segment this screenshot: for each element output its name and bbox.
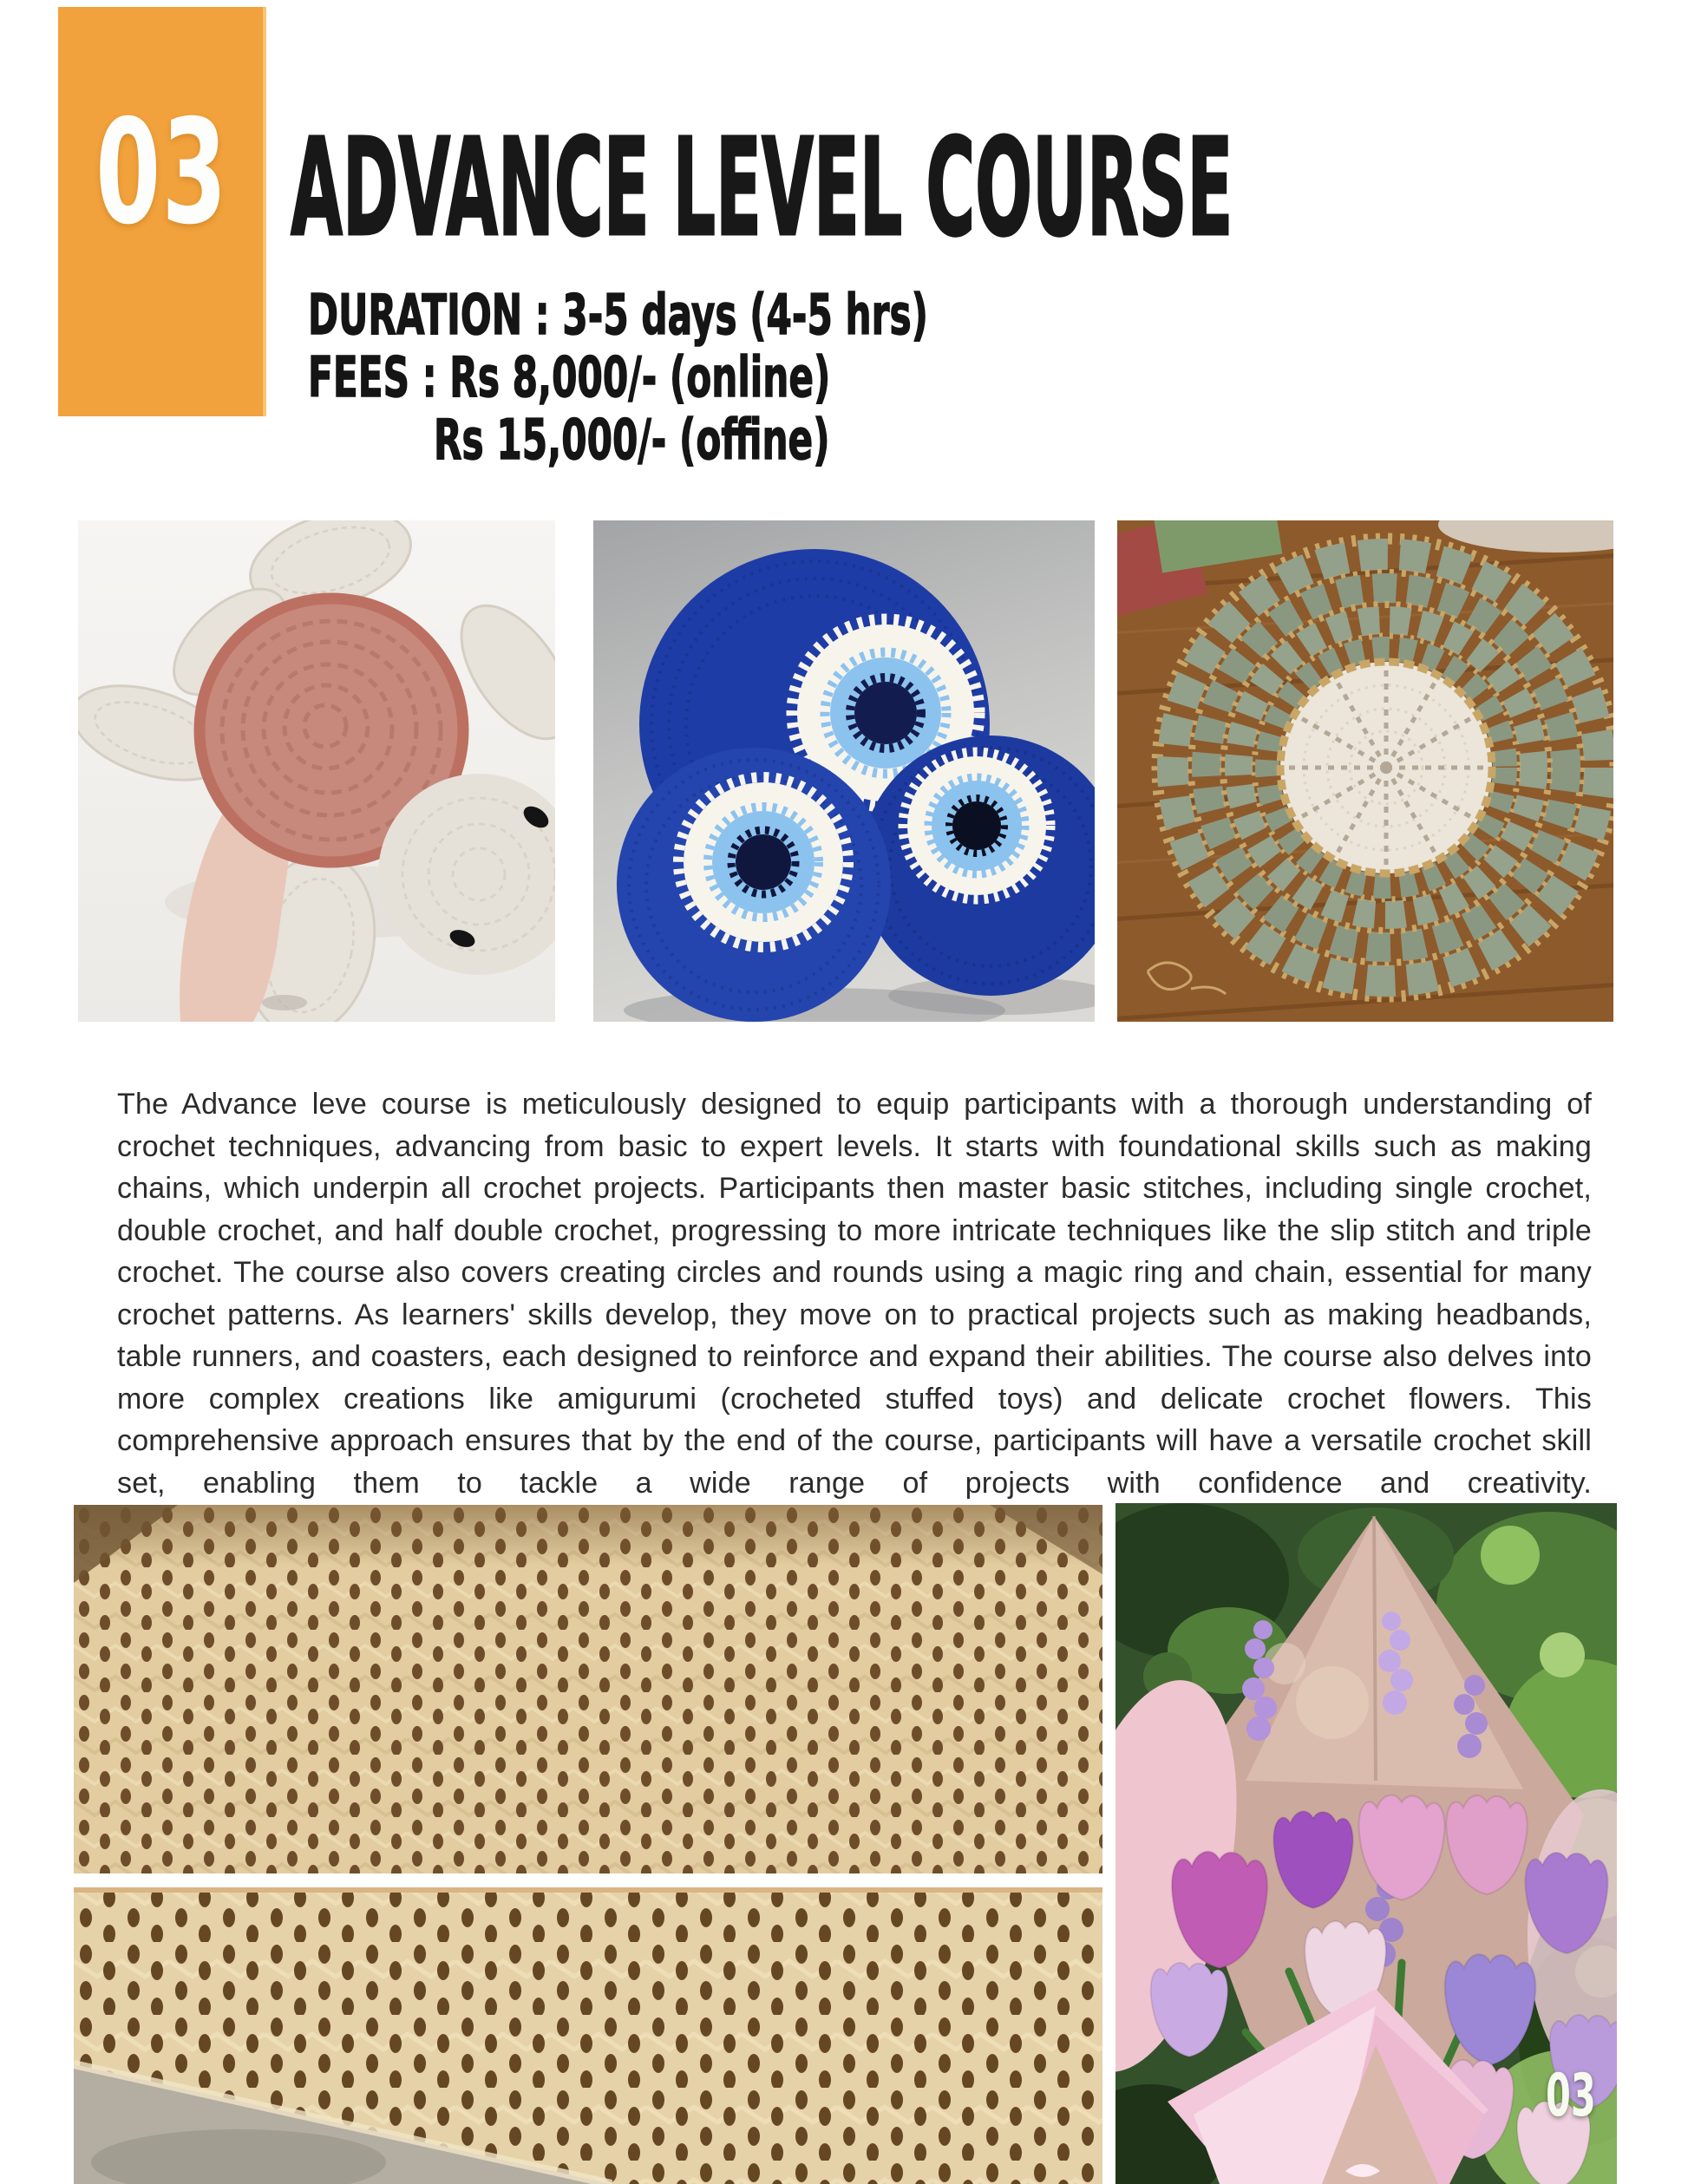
photo-crochet-blanket (74, 1505, 1102, 2184)
photo-tulip-bouquet (1116, 1503, 1617, 2184)
doily-illustration (1117, 520, 1613, 1022)
fees-line-offline: Rs 15,000/- (offine) (434, 409, 830, 473)
photo-crochet-doily (1117, 520, 1613, 1022)
blanket-illustration (74, 1505, 1102, 2184)
photo-crochet-turtle (78, 520, 555, 1022)
section-number: 03 (95, 89, 229, 257)
blanket-upper-photo (74, 1505, 1102, 1873)
evil-eye-illustration (593, 520, 1095, 1022)
page-title: ADVANCE LEVEL COURSE (291, 109, 1233, 266)
course-meta (308, 284, 1247, 472)
pillow-front (617, 748, 891, 1022)
tulip-bouquet-illustration (1116, 1503, 1617, 2184)
page-number: 03 (1546, 2062, 1596, 2130)
turtle-illustration (78, 520, 555, 1022)
photo-divider (74, 1873, 1102, 1887)
section-number-badge (58, 7, 266, 416)
photo-evil-eye-pillows (593, 520, 1095, 1022)
course-description: The Advance leve course is meticulously designed to equip participants with a thorough understanding of crochet techniques, advancing from basic to expert levels. It starts with foundational skills such as making chains, which underpin all crochet projects. Participants then master basic stitches, including single crochet, double crochet, and half double crochet, progressing to more intricate techniques like the slip stitch and triple crochet. The course also covers creating circles and rounds using a magic ring and chain, essential for many crochet patterns. As learners' skills develop, they move on to practical projects such as making headbands, table runners, and coasters, each designed to reinforce and expand their abilities. The course also delves into more complex creations like amigurumi (crocheted stuffed toys) and delicate crochet flowers. This comprehensive approach ensures that by the end of the course, participants will have a versatile crochet skill set, enabling them to tackle a wide range of projects with confidence and creativity. (117, 1088, 1592, 1500)
blanket-lower-photo (74, 1887, 1102, 2184)
fees-line-online: FEES : Rs 8,000/- (online) (308, 346, 831, 410)
duration-line: DURATION : 3-5 days (4-5 hrs) (308, 284, 928, 348)
